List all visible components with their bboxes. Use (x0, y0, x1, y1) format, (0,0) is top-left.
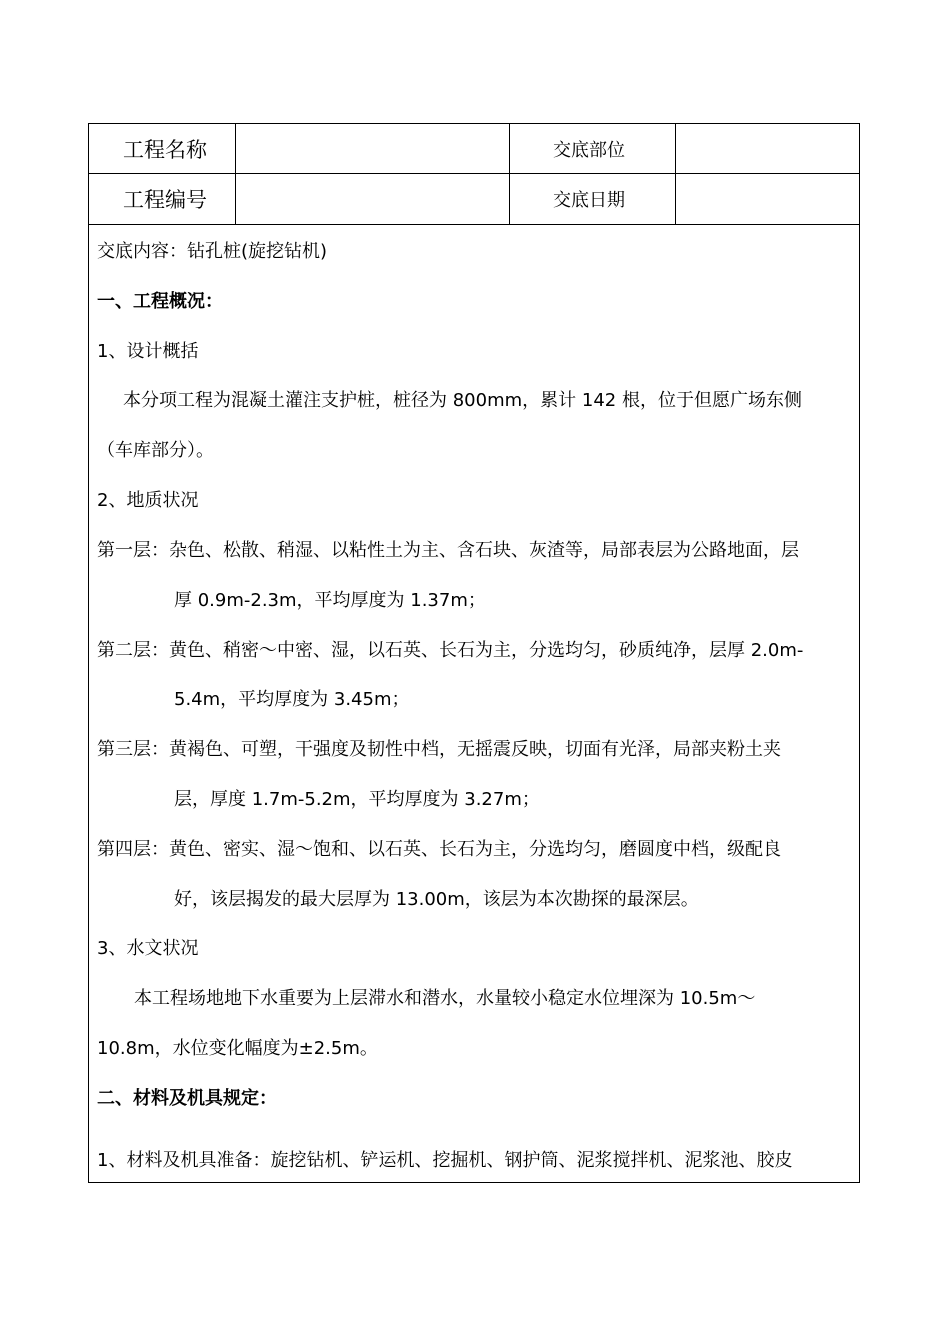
subsection-design-title: 1、设计概括 (97, 341, 199, 362)
project-name-label: 工程名称 (123, 138, 207, 162)
handover-part-label: 交底部位 (553, 140, 625, 161)
handover-part-field[interactable] (679, 124, 859, 174)
layer-4-line: 好，该层揭发的最大层厚为 13.00m，该层为本次勘探的最深层。 (174, 889, 699, 910)
project-number-label: 工程编号 (123, 188, 207, 212)
design-paragraph-line: 本分项工程为混凝土灌注支护桩，桩径为 800mm，累计 142 根，位于但愿广场东侧 (123, 390, 802, 411)
layer-2-line: 5.4m，平均厚度为 3.45m； (174, 689, 410, 710)
layer-3-line: 第三层：黄褐色、可塑，干强度及韧性中档，无摇震反映，切面有光泽，局部夹粉土夹 (97, 739, 781, 760)
header-row-1 (89, 124, 859, 174)
materials-line: 1、材料及机具准备：旋挖钻机、铲运机、挖掘机、钢护筒、泥浆搅拌机、泥浆池、胶皮 (97, 1150, 793, 1171)
layer-2-line: 第二层：黄色、稍密～中密、湿，以石英、长石为主，分选均匀，砂质纯净，层厚 2.0m- (97, 640, 804, 661)
layer-4-line: 第四层：黄色、密实、湿～饱和、以石英、长石为主，分选均匀，磨圆度中档，级配良 (97, 839, 781, 860)
divider (675, 124, 676, 224)
project-name-field[interactable] (239, 124, 509, 174)
section-2-title: 二、材料及机具规定： (97, 1088, 277, 1109)
handover-date-label: 交底日期 (553, 190, 625, 211)
handover-form (88, 123, 860, 1183)
hydrology-paragraph-line: 10.8m，水位变化幅度为±2.5m。 (97, 1038, 378, 1059)
divider (509, 124, 510, 224)
hydrology-paragraph-line: 本工程场地地下水重要为上层滞水和潜水，水量较小稳定水位埋深为 10.5m～ (134, 988, 756, 1009)
subsection-geology-title: 2、地质状况 (97, 490, 199, 511)
section-1-title: 一、工程概况： (97, 291, 223, 312)
header-row-2 (89, 174, 859, 225)
handover-date-field[interactable] (679, 174, 859, 224)
layer-1-line: 第一层：杂色、松散、稍湿、以粘性土为主、含石块、灰渣等，局部表层为公路地面，层 (97, 540, 799, 561)
project-number-field[interactable] (239, 174, 509, 224)
design-paragraph-line: （车库部分）。 (97, 440, 214, 461)
handover-subject: 交底内容：钻孔桩(旋挖钻机) (97, 241, 328, 262)
subsection-hydrology-title: 3、水文状况 (97, 938, 199, 959)
divider (235, 124, 236, 224)
layer-1-line: 厚 0.9m-2.3m，平均厚度为 1.37m； (174, 590, 486, 611)
layer-3-line: 层，厚度 1.7m-5.2m，平均厚度为 3.27m； (174, 789, 540, 810)
